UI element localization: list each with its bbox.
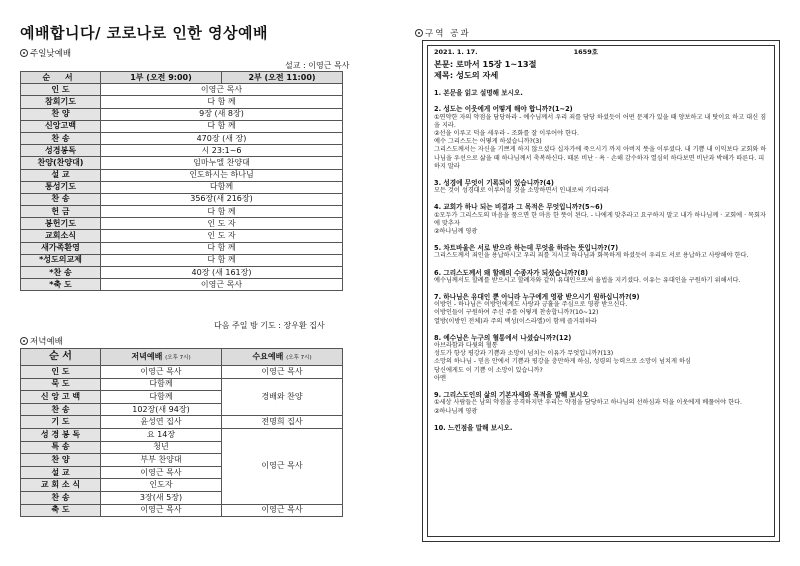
- morning-col-header: 2부 (오전 11:00): [222, 72, 343, 84]
- sermon-speaker: 설교 : 이영근 목사: [285, 61, 350, 70]
- bullet-circle-icon: [20, 49, 28, 57]
- evening-row-label: 신 앙 고 백: [21, 391, 101, 404]
- evening-row-label: 찬 송: [21, 403, 101, 416]
- evening-row-label: 설 교: [21, 466, 101, 479]
- col-order: [21, 349, 101, 366]
- study-box: [422, 40, 780, 542]
- study-date: 2021. 1. 17.: [434, 48, 478, 56]
- study-answer: ②선을 이루고 덕을 세우라 - 조화를 잘 이루어야 한다.: [434, 130, 580, 138]
- study-answer: ②하나님께 영광: [434, 407, 478, 415]
- morning-row-value: 다함께: [101, 181, 343, 193]
- col-sunday-time: (오후 7시): [165, 354, 191, 361]
- evening-sunday-value: 3장(새 5장): [101, 491, 222, 504]
- evening-row: [21, 416, 343, 429]
- evening-heading-text: 저녁예배: [30, 337, 63, 347]
- evening-wednesday-value: 이영근 목사: [222, 428, 343, 504]
- morning-row-label: *성도의교제: [21, 254, 101, 266]
- evening-row-label: 찬 양: [21, 454, 101, 467]
- morning-row-label: 봉헌기도: [21, 218, 101, 230]
- morning-row-label: 찬양(찬양대): [21, 157, 101, 169]
- morning-row: [21, 242, 343, 254]
- study-question: 2. 성도는 이웃에게 어떻게 해야 합니까?(1~2): [434, 105, 573, 114]
- evening-sunday-value: 청년: [101, 441, 222, 454]
- evening-row: [21, 366, 343, 379]
- evening-sunday-value: 102장(새 94장): [101, 403, 222, 416]
- study-question: 3. 성경에 무엇이 기록되어 있습니까?(4): [434, 179, 554, 188]
- evening-sunday-value: 다함께: [101, 391, 222, 404]
- morning-row: [21, 193, 343, 205]
- study-question: 6. 그리스도께서 왜 할례의 수종자가 되셨습니까?(8): [434, 268, 589, 277]
- morning-row: [21, 132, 343, 144]
- study-answer: 아브라함과 다윗의 혈통: [434, 342, 498, 350]
- study-question: 10. 느낀점을 말해 보시오.: [434, 423, 513, 432]
- morning-row: [21, 206, 343, 218]
- study-issue: 1659호: [573, 48, 598, 56]
- next-week-prayer: 다음 주일 방 기도 : 장우환 집사: [214, 321, 325, 330]
- evening-row-label: 찬 송: [21, 491, 101, 504]
- study-answer: 예수님께서도 할례를 받으시고 할례자와 같이 유대인으로써 율법을 지키셨다. 이유는 유대인을 구원하기 위해서다.: [434, 276, 741, 284]
- morning-heading-text: 주일낮예배: [30, 49, 72, 59]
- evening-sunday-value: 윤성연 집사: [101, 416, 222, 429]
- study-title: 제목: 성도의 자세: [434, 70, 499, 81]
- evening-row: [21, 428, 343, 441]
- morning-row: [21, 84, 343, 96]
- evening-sunday-value: 다함께: [101, 378, 222, 391]
- evening-sunday-value: 부부 찬양대: [101, 454, 222, 467]
- morning-row-value: 40장 (새 161장): [101, 267, 343, 279]
- study-content: [427, 45, 775, 537]
- evening-sunday-value: 이영근 목사: [101, 366, 222, 379]
- morning-col-header: 순 서: [21, 72, 101, 84]
- morning-row-value: 다 함 께: [101, 206, 343, 218]
- col-wednesday-text: 수요예배: [252, 351, 284, 361]
- evening-row-label: 묵 도: [21, 378, 101, 391]
- evening-row-label: 축 도: [21, 504, 101, 517]
- study-answer: 이방인들이 구원하여 주신 주를 어떻게 찬송합니까?(10~12): [434, 309, 599, 317]
- study-question: 9. 그리스도인의 삶의 기본자세와 목적을 말해 보시오: [434, 391, 589, 400]
- morning-row: [21, 120, 343, 132]
- morning-row-value: 9장 (새 8장): [101, 108, 343, 120]
- study-answer: ①연약한 자의 약점을 담당하라 - 예수님께서 우리 죄를 담당 하셨듯이 어떤 문제가 있을 때 양보하고 내 탓이요 하고 대신 짐을 지라.: [434, 113, 767, 129]
- evening-row: [21, 378, 343, 391]
- morning-row-value: 이영근 목사: [101, 84, 343, 96]
- morning-row-value: 470장 (새 장): [101, 132, 343, 144]
- morning-row-value: 인 도 자: [101, 230, 343, 242]
- evening-sunday-value: 이영근 목사: [101, 466, 222, 479]
- evening-row-label: 기 도: [21, 416, 101, 429]
- evening-wednesday-value: 이영근 목사: [222, 504, 343, 517]
- morning-row-label: 교회소식: [21, 230, 101, 242]
- study-answer: 그리스도께서 죄인을 용납하시고 우리 죄를 지시고 하나님과 화목하게 하셨듯이 우리도 서로 용납하고 사랑해야 한다.: [434, 252, 749, 260]
- evening-wednesday-value: 전명희 집사: [222, 416, 343, 429]
- study-answer: ①모두가 그리스도의 마음을 품으면 한 마음 한 뜻이 된다. - 나에게 맞추라고 요구하지 말고 내가 하나님께 · 교회에 · 목회자에 맞추자: [434, 211, 766, 227]
- morning-row-value: 임마누엘 찬양대: [101, 157, 343, 169]
- study-answer: 이방인 - 하나님은 이방인에게도 사랑과 긍휼을 주심으로 영광 받으신다.: [434, 301, 628, 309]
- evening-sunday-value: 이영근 목사: [101, 504, 222, 517]
- study-heading-text: 구역 공과: [425, 29, 471, 39]
- study-question: 7. 하나님은 유대인 뿐 아니라 누구에게 영광 받으시기 원하십니까?(9): [434, 293, 640, 302]
- study-question: 5. 차트바울은 서로 받으라 하는데 무엇을 하라는 뜻입니까?(7): [434, 244, 619, 253]
- col-wednesday-time: (오후 7시): [286, 354, 312, 361]
- morning-row: [21, 157, 343, 169]
- study-answer: 당신에게도 이 기쁨 이 소망이 있습니까?: [434, 366, 543, 374]
- morning-row-value: 다 함 께: [101, 120, 343, 132]
- morning-row: [21, 230, 343, 242]
- evening-sunday-value: 요 14장: [101, 428, 222, 441]
- morning-row-label: 설 교: [21, 169, 101, 181]
- morning-row-value: 인 도 자: [101, 218, 343, 230]
- main-title: 예배합니다/ 코로나로 인한 영상예배: [20, 24, 268, 42]
- morning-row-label: *찬 송: [21, 267, 101, 279]
- morning-row-value: 이영근 목사: [101, 279, 343, 291]
- morning-row-value: 356장(새 216장): [101, 193, 343, 205]
- morning-row-label: 찬 송: [21, 193, 101, 205]
- study-question: 1. 본문을 읽고 설명해 보시오.: [434, 89, 523, 98]
- study-passage: 본문: 로마서 15장 1~13절: [434, 59, 537, 70]
- morning-row-label: 인 도: [21, 84, 101, 96]
- evening-row-label: 교 회 소 식: [21, 479, 101, 492]
- study-answer: 성도가 항상 평강과 기쁨과 소망이 넘치는 이유가 무엇입니까?(13): [434, 350, 614, 358]
- morning-row-label: 성경봉독: [21, 145, 101, 157]
- morning-row-value: 다 함 께: [101, 254, 343, 266]
- evening-row-label: 특 송: [21, 441, 101, 454]
- morning-service-heading: [20, 47, 71, 59]
- morning-row: [21, 96, 343, 108]
- study-question: 4. 교회가 하나 되는 비결과 그 목적은 무엇입니까?(5~6): [434, 203, 603, 212]
- col-order-text: 순 서: [49, 351, 72, 362]
- morning-row-label: 찬 양: [21, 108, 101, 120]
- study-answer: ②하나님께 영광: [434, 228, 478, 236]
- morning-row: [21, 254, 343, 266]
- morning-row-label: 참회기도: [21, 96, 101, 108]
- bullet-circle-icon: [20, 337, 28, 345]
- morning-row-label: 헌 금: [21, 206, 101, 218]
- morning-row: [21, 145, 343, 157]
- morning-row-label: *축 도: [21, 279, 101, 291]
- study-answer: 예수 그리스도는 어떻게 하셨습니까?(3): [434, 138, 542, 146]
- morning-row-label: 통성기도: [21, 181, 101, 193]
- evening-row: [21, 504, 343, 517]
- evening-row-label: 성 경 봉 독: [21, 428, 101, 441]
- evening-sunday-value: 인도자: [101, 479, 222, 492]
- morning-row: [21, 218, 343, 230]
- study-heading: [415, 27, 471, 39]
- morning-col-header: 1부 (오전 9:00): [101, 72, 222, 84]
- morning-row-value: 시 23:1~6: [101, 145, 343, 157]
- study-answer: 그리스도께서는 자신을 기쁘게 하지 않으셨다 십자가에 죽으시기 까지 아버지 뜻을 이루셨다. 내 기쁨 내 이익보다 교회와 하나님을 우선으로 삶을 때 하나님께서 축복하신다. 때론 비난 · 욕 · 손해 감수하자 열심히 하다보면 비난과 박해가 따른다. 피하지 말라: [434, 146, 767, 170]
- bullet-circle-icon: [415, 29, 423, 37]
- study-answer: ①세상 사람들은 남의 약점을 공격하지만 우리는 약점을 담당하고 하나님의 선하심과 덕을 이웃에게 베풀어야 한다.: [434, 399, 743, 407]
- study-answer: 아멘: [434, 374, 446, 382]
- study-date-line: [434, 48, 768, 56]
- morning-row: [21, 108, 343, 120]
- morning-row: [21, 169, 343, 181]
- evening-wednesday-value: 이영근 목사: [222, 366, 343, 379]
- col-sunday-text: 저녁예배: [131, 351, 163, 361]
- evening-wednesday-value: 경배와 찬양: [222, 378, 343, 416]
- col-wednesday: [222, 349, 343, 366]
- study-answer: 열방(이방인 전체)과 주의 백성(이스라엘)이 함께 즐거워하라: [434, 317, 597, 325]
- study-question: 8. 예수님은 누구의 혈통에서 나셨습니까?(12): [434, 333, 572, 342]
- morning-row: [21, 267, 343, 279]
- morning-row-label: 새가족환영: [21, 242, 101, 254]
- morning-row-value: 다 함 께: [101, 242, 343, 254]
- morning-row-value: 인도하시는 하나님: [101, 169, 343, 181]
- study-answer: 모든 것이 성경대로 이루어질 것을 소망하면서 인내로써 기다리라: [434, 187, 610, 195]
- evening-service-table: [20, 348, 343, 517]
- morning-row-label: 신앙고백: [21, 120, 101, 132]
- morning-row-value: 다 함 께: [101, 96, 343, 108]
- morning-service-table: [20, 71, 343, 291]
- morning-row: [21, 279, 343, 291]
- evening-row-label: 인 도: [21, 366, 101, 379]
- morning-row-label: 찬 송: [21, 132, 101, 144]
- morning-row: [21, 181, 343, 193]
- study-questions: [434, 89, 768, 432]
- study-answer: 소망의 하나님 - 믿음 안에서 기쁨과 평강을 충만하게 하심, 성령의 능력으로 소망이 넘치게 하심: [434, 358, 691, 366]
- col-sunday-evening: [101, 349, 222, 366]
- evening-service-heading: [20, 335, 63, 347]
